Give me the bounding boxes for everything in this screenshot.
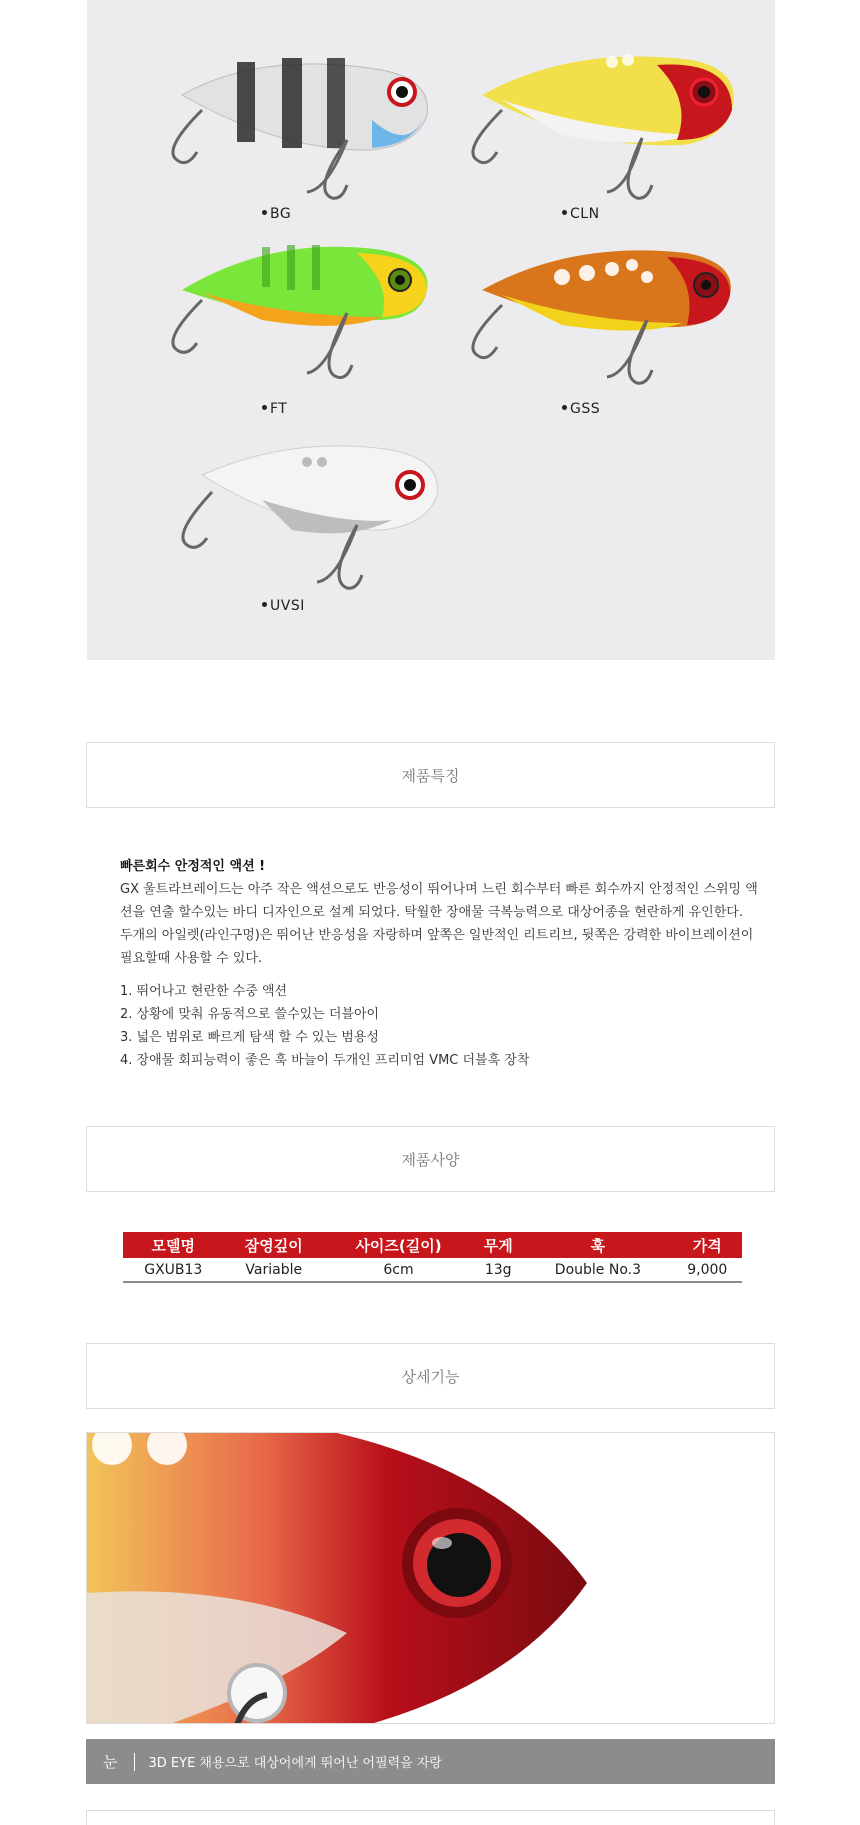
spec-cell-depth: Variable (224, 1258, 324, 1282)
lure-label-uvsi (262, 598, 305, 614)
spec-cell-price: 9,000 (673, 1258, 742, 1282)
bullet-dot (562, 405, 567, 410)
spec-table (123, 1232, 742, 1283)
section-title-features: 제품특징 (401, 766, 460, 785)
lure-label-cln (562, 206, 600, 222)
lure-uvsi (142, 430, 442, 620)
caption-key: 눈 (103, 1753, 118, 1771)
lure-label-text: FT (270, 401, 288, 417)
spec-cell-size: 6cm (324, 1258, 473, 1282)
caption-divider (134, 1753, 135, 1771)
lure-label-gss (562, 401, 600, 417)
lure-color-gallery (87, 0, 775, 660)
bullet-dot (262, 210, 267, 215)
feature-list-item: 1. 뛰어나고 현란한 수중 액션 (120, 984, 288, 999)
spec-header-model: 모델명 (123, 1232, 224, 1258)
section-header-detail (86, 1343, 775, 1409)
spec-cell-weight: 13g (473, 1258, 523, 1282)
table-row (123, 1258, 742, 1282)
feature-paragraph-1: GX 울트라브레이드는 아주 작은 액션으로도 반응성이 뛰어나며 느린 회수부터 빠른 회수까지 안정적인 스위밍 액션을 연출 할수있는 바디 디자인으로 설계 되었다. 탁월한 장애물 극복능력으로 대상어종을 현란하게 유인한다. (120, 882, 758, 920)
lure-label-bg (262, 206, 291, 222)
spec-header-depth: 잠영깊이 (224, 1232, 324, 1258)
lure-uvsi-image (142, 430, 442, 620)
lure-gss-image (442, 235, 742, 425)
feature-list-item: 2. 상황에 맞춰 유동적으로 쓸수있는 더블아이 (120, 1007, 380, 1022)
detail-caption-bar (86, 1739, 775, 1784)
feature-list (120, 980, 760, 1072)
bullet-dot (562, 210, 567, 215)
lure-label-text: CLN (570, 206, 600, 222)
next-section-box (86, 1810, 775, 1825)
spec-cell-model: GXUB13 (123, 1258, 224, 1282)
feature-list-item: 4. 장애물 회피능력이 좋은 훅 바늘이 두개인 프리미엄 VMC 더블훅 장착 (120, 1053, 530, 1068)
eye-closeup-image (86, 1432, 775, 1724)
bullet-dot (262, 405, 267, 410)
lure-gss (442, 235, 742, 425)
feature-paragraph-2: 두개의 아일렛(라인구멍)은 뛰어난 반응성을 자랑하며 앞쪽은 일반적인 리트리브, 뒷쪽은 강력한 바이브레이션이 필요할때 사용할 수 있다. (120, 928, 754, 966)
spec-cell-hook: Double No.3 (523, 1258, 672, 1282)
lure-label-text: UVSI (270, 598, 305, 614)
spec-header-price: 가격 (673, 1232, 742, 1258)
lure-label-ft (262, 401, 287, 417)
spec-header-weight: 무게 (473, 1232, 523, 1258)
spec-table-header-row (123, 1232, 742, 1258)
lure-cln (442, 40, 742, 230)
spec-header-hook: 훅 (523, 1232, 672, 1258)
lure-eye-closeup (87, 1433, 775, 1724)
lure-bg (142, 40, 442, 230)
lure-label-text: GSS (570, 401, 601, 417)
section-title-detail: 상세기능 (401, 1367, 460, 1386)
feature-description (120, 855, 760, 1072)
lure-ft (142, 235, 442, 425)
spec-header-size: 사이즈(길이) (324, 1232, 473, 1258)
section-header-features (86, 742, 775, 808)
caption-text: 3D EYE 채용으로 대상어에게 뛰어난 어필력을 자랑 (148, 1756, 442, 1771)
section-header-spec (86, 1126, 775, 1192)
lure-label-text: BG (270, 206, 292, 222)
feature-list-item: 3. 넓은 범위로 빠르게 탐색 할 수 있는 범용성 (120, 1030, 379, 1045)
lure-bg-image (142, 40, 442, 230)
feature-headline: 빠른회수 안정적인 액션 ! (120, 859, 266, 874)
bullet-dot (262, 602, 267, 607)
section-title-spec: 제품사양 (401, 1150, 460, 1169)
lure-cln-image (442, 40, 742, 230)
lure-ft-image (142, 235, 442, 425)
